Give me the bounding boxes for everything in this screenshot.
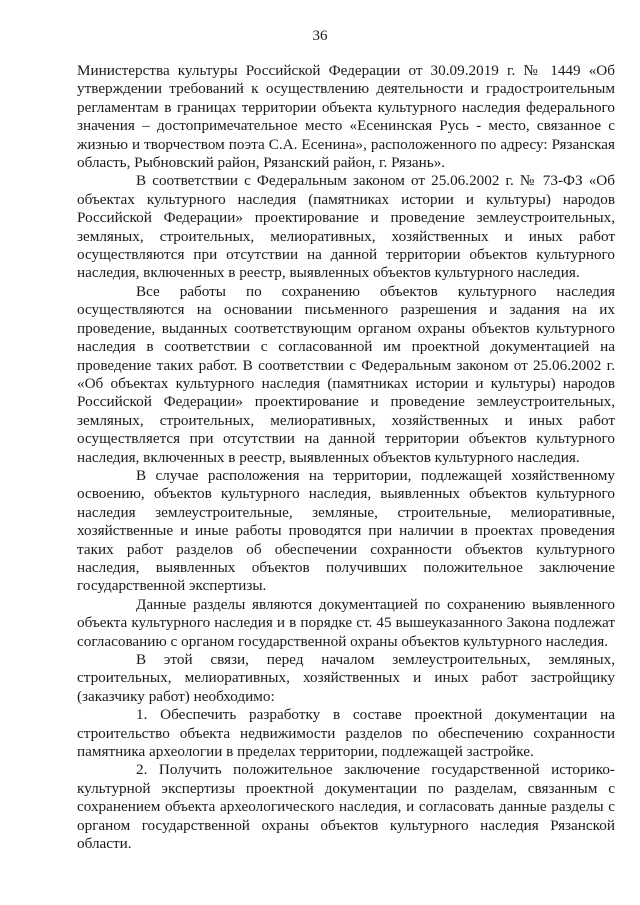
- page-number: 36: [312, 28, 328, 44]
- paragraph-developer-requirements: В этой связи, перед началом землеустроительных, земляных, строительных, мелиоративных, хозяйственных и иных работ застройщику (заказчику работ) необходимо:: [77, 651, 615, 705]
- list-item-2: 2. Получить положительное заключение государственной историко-культурной экспертизы проектной документации по разделам, связанным с сохранением объекта археологического наследия, и согласовать данные разделы с органом государственной охраны объектов культурного наследия Рязанской области.: [77, 761, 615, 853]
- paragraph-continuation-order: Министерства культуры Российской Федерации от 30.09.2019 г. № 1449 «Об утверждении требований к осуществлению деятельности и градостроительным регламентам в границах территории объекта культурного наследия федерального значения – достопримечательное место «Есенинская Русь - место, связанное с жизнью и творчеством поэта С.А. Есенина», расположенного по адресу: Рязанская область, Рыбновский район, Рязанский район, г. Рязань».: [77, 62, 615, 172]
- paragraph-documentation-sections: Данные разделы являются документацией по сохранению выявленного объекта культурного наследия и в порядке ст. 45 вышеуказанного Закона подлежат согласованию с органом государственной охраны объектов культурного наследия.: [77, 595, 615, 650]
- paragraph-federal-law-73: В соответствии с Федеральным законом от 25.06.2002 г. № 73-ФЗ «Об объектах культурного наследия (памятниках истории и культуры) народов Российской Федерации» проектирование и проведение землеустроительных, земляных, строительных, мелиоративных, хозяйственных и иных работ осуществляются при отсутствии на данной территории объектов культурного наследия, включенных в реестр, выявленных объектов культурного наследия.: [77, 172, 615, 282]
- paragraph-territory-development: В случае расположения на территории, подлежащей хозяйственному освоению, объектов культурного наследия, выявленных объектов культурного наследия землеустроительные, земляные, строительные, мелиоративные, хозяйственные и иные работы проводятся при наличии в проектах проведения таких работ разделов об обеспечении сохранности объектов культурного наследия, выявленных объектов получивших положительное заключение государственной экспертизы.: [77, 466, 615, 595]
- document-body: [77, 62, 615, 853]
- list-item-1: 1. Обеспечить разработку в составе проектной документации на строительство объекта недвижимости разделов по обеспечению сохранности памятника археологии в пределах территории, подлежащей застройке.: [77, 706, 615, 761]
- paragraph-preservation-works: Все работы по сохранению объектов культурного наследия осуществляются на основании письменного разрешения и задания на их проведение, выданных соответствующим органом охраны объектов культурного наследия в соответствии с согласованной им проектной документацией на проведение таких работ. В соответствии с Федеральным законом от 25.06.2002 г. «Об объектах культурного наследия (памятниках истории и культуры) народов Российской Федерации» проектирование и проведение землеустроительных, земляных, строительных, мелиоративных, хозяйственных и иных работ осуществляется при отсутствии на данной территории объектов культурного наследия, включенных в реестр, выявленных объектов культурного наследия.: [77, 282, 615, 466]
